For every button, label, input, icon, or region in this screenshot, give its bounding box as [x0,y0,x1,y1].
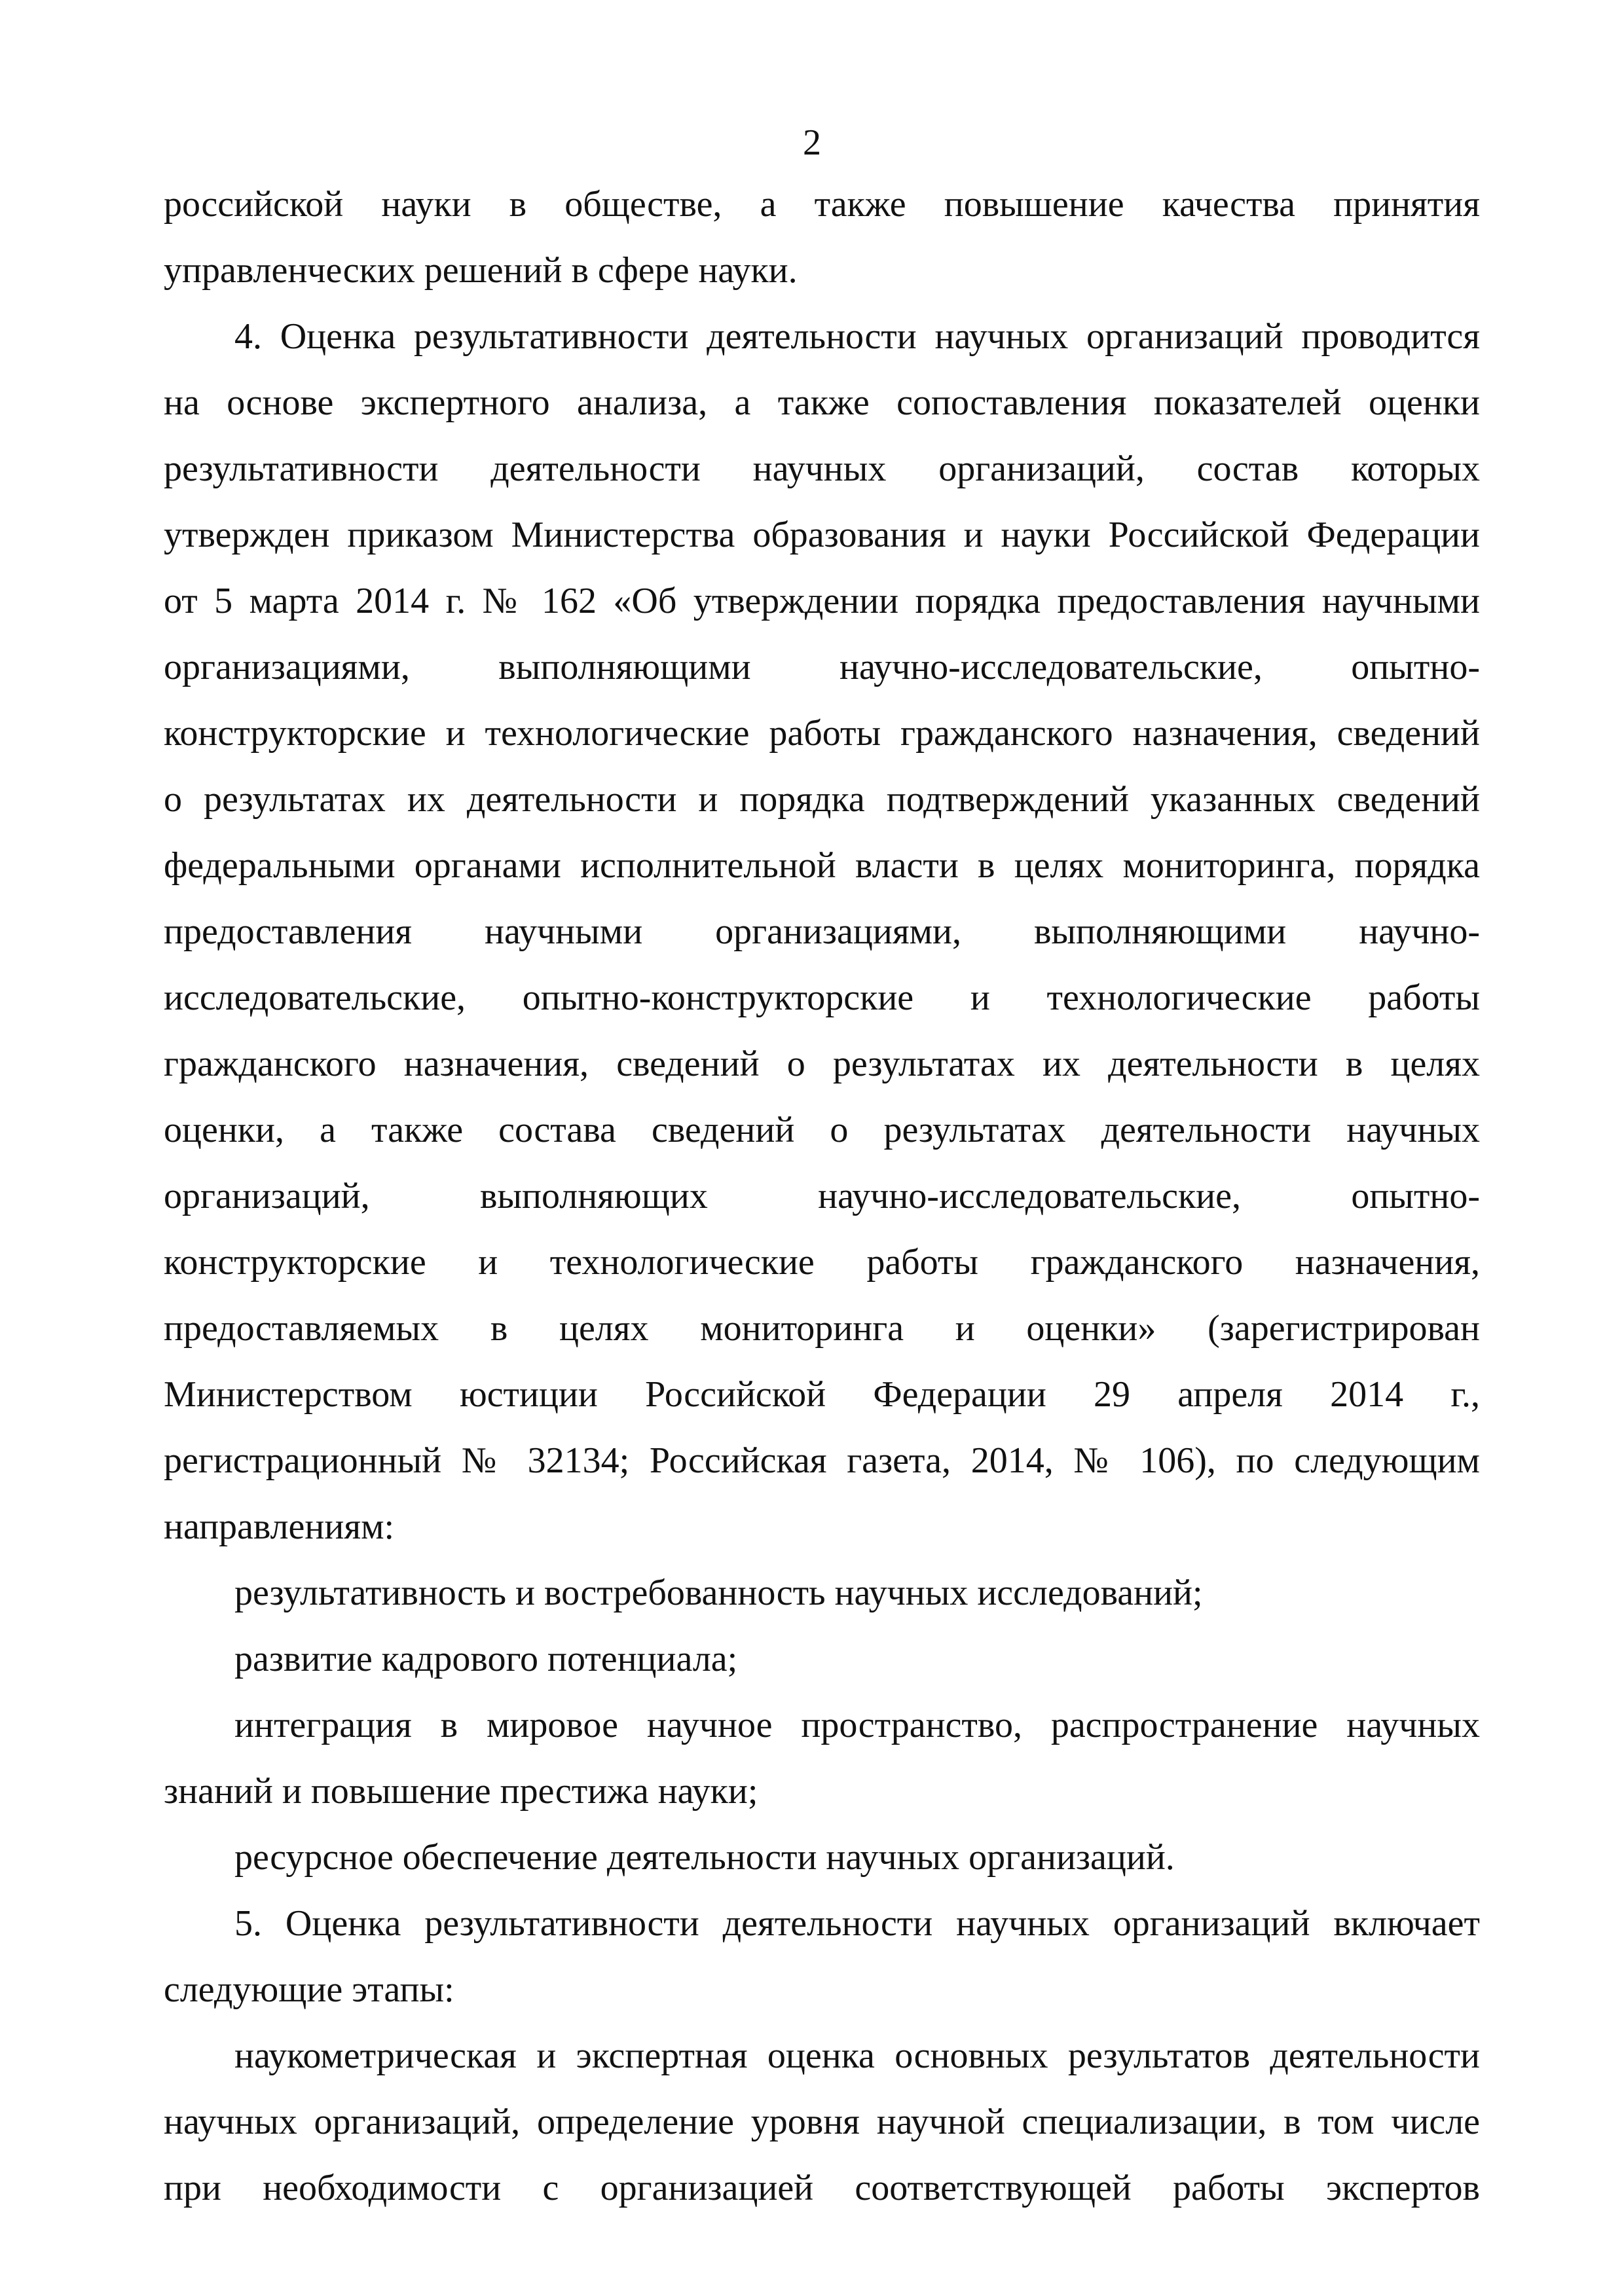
text-line: от 5 марта 2014 г. № 162 «Об утверждении порядка предоставления научными [164,581,1480,621]
paragraph-item-5 [164,1891,1480,2023]
text-line: утвержден приказом Министерства образования и науки Российской Федерации [164,515,1480,555]
text-line: организациями, выполняющими научно-исследовательские, опытно- [164,647,1480,687]
text-line: при необходимости с организацией соответствующей работы экспертов [164,2168,1480,2208]
text-line: ресурсное обеспечение деятельности научных организаций. [234,1837,1175,1878]
text-line: управленческих решений в сфере науки. [164,250,798,291]
text-line: интеграция в мировое научное пространство, распространение научных [234,1705,1480,1745]
paragraph-continuation [164,172,1480,304]
text-line: Министерством юстиции Российской Федерации 29 апреля 2014 г., [164,1374,1480,1415]
text-line: результативности деятельности научных организаций, состав которых [164,448,1480,489]
text-line: о результатах их деятельности и порядка подтверждений указанных сведений [164,779,1480,820]
text-line: федеральными органами исполнительной власти в целях мониторинга, порядка [164,845,1480,886]
list-item-direction [164,1825,1480,1891]
text-line: 5. Оценка результативности деятельности научных организаций включает [234,1903,1480,1944]
text-line: на основе экспертного анализа, а также сопоставления показателей оценки [164,382,1480,423]
text-line: научных организаций, определение уровня научной специализации, в том числе [164,2102,1480,2142]
text-line: российской науки в обществе, а также повышение качества принятия [164,184,1480,225]
text-line: следующие этапы: [164,1969,454,2010]
text-line: конструкторские и технологические работы гражданского назначения, сведений [164,713,1480,754]
text-line: предоставления научными организациями, выполняющими научно- [164,911,1480,952]
page-number: 2 [803,122,821,163]
text-line: конструкторские и технологические работы гражданского назначения, [164,1242,1480,1283]
document-body [164,172,1480,2221]
text-line: оценки, а также состава сведений о результатах деятельности научных [164,1110,1480,1150]
text-line: результативность и востребованность научных исследований; [234,1573,1203,1613]
paragraph-item-4 [164,304,1480,1560]
text-line: развитие кадрового потенциала; [234,1639,738,1679]
text-line: знаний и повышение престижа науки; [164,1771,758,1812]
list-item-stage [164,2023,1480,2221]
list-item-direction [164,1692,1480,1825]
text-line: предоставляемых в целях мониторинга и оценки» (зарегистрирован [164,1308,1480,1349]
list-item-direction [164,1560,1480,1626]
text-line: наукометрическая и экспертная оценка основных результатов деятельности [234,2035,1480,2076]
list-item-direction [164,1626,1480,1692]
text-line: 4. Оценка результативности деятельности научных организаций проводится [234,316,1480,357]
text-line: направлениям: [164,1506,395,1547]
text-line: исследовательские, опытно-конструкторские и технологические работы [164,977,1480,1018]
text-line: организаций, выполняющих научно-исследовательские, опытно- [164,1176,1480,1216]
text-line: регистрационный № 32134; Российская газета, 2014, № 106), по следующим [164,1440,1480,1481]
text-line: гражданского назначения, сведений о результатах их деятельности в целях [164,1044,1480,1084]
